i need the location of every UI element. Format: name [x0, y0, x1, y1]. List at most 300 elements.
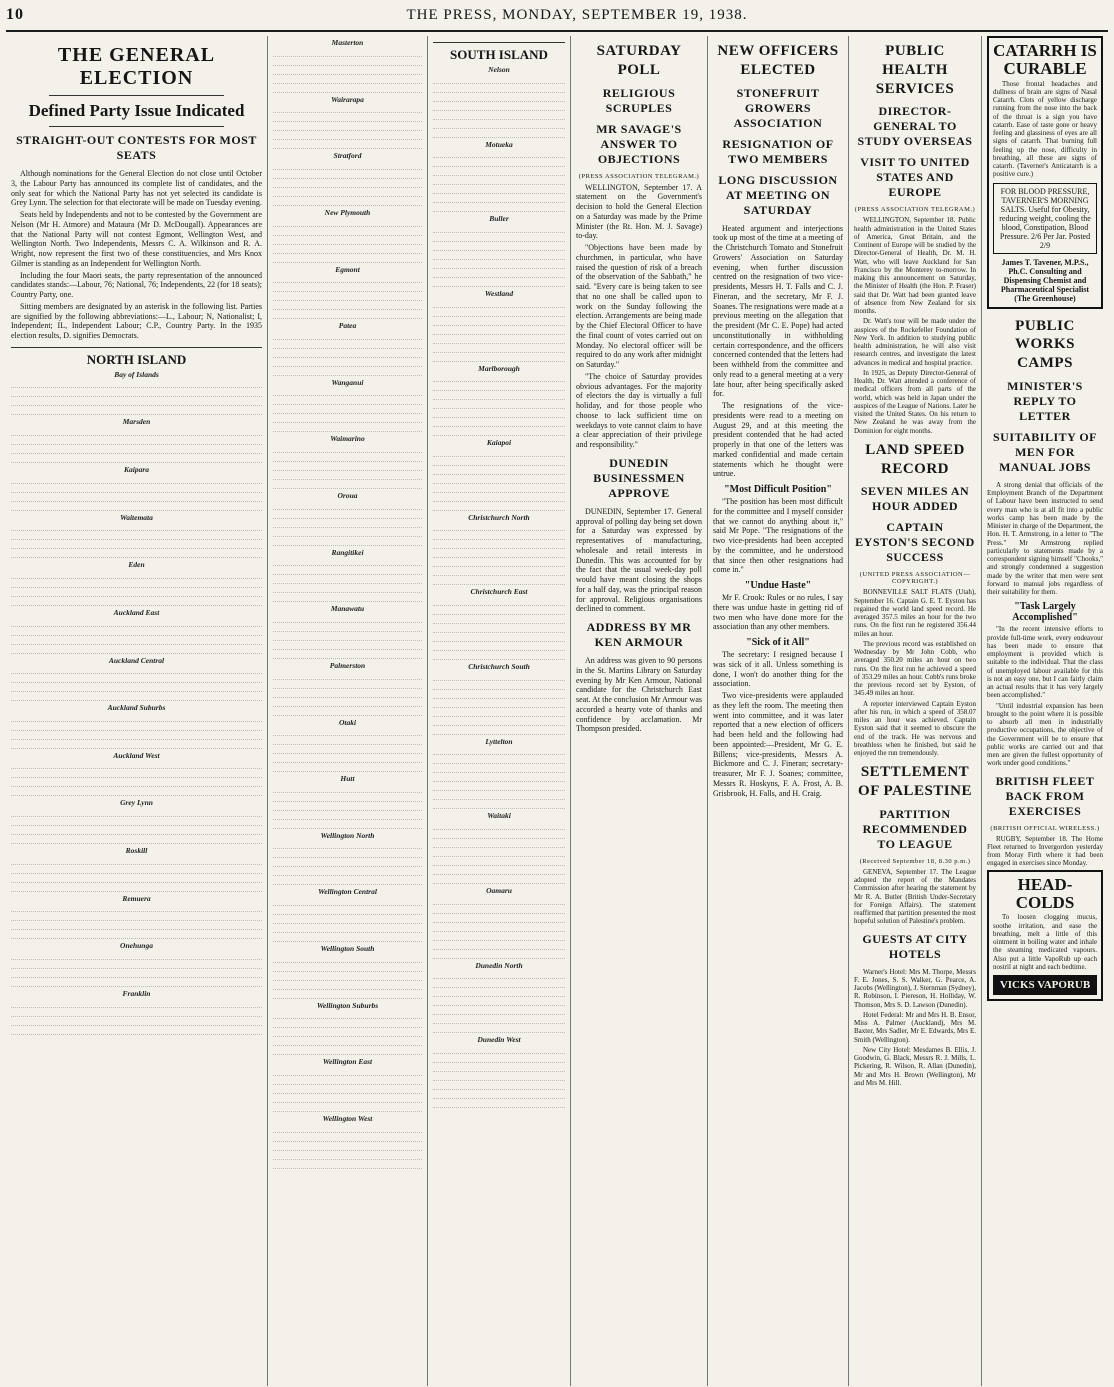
armour-heading: ADDRESS BY MR KEN ARMOUR — [586, 620, 692, 649]
result-line — [273, 131, 422, 140]
electorate-name: Hutt — [340, 774, 355, 784]
result-line — [273, 671, 422, 680]
officers-para2: The resignations of the vice-presidents were read to a meeting on August 29, and at this meeting the president contended that he had acted properly in that one of the letters was marked confidential and made certain statements which he thought were untrue. — [713, 401, 843, 479]
result-line — [273, 310, 422, 319]
result-line — [433, 597, 565, 606]
result-line — [433, 129, 565, 138]
result-line — [273, 745, 422, 754]
hotels-para3: New City Hotel: Mesdames B. Ellis, J. Goodwin, G. Black, Messrs R. J. Mills, L. Pickering, R. Wilson, R. Allan (Dunedin), Mr and Mrs H. Brown (Wellington), Mr and Mrs M. Hill. — [854, 1045, 976, 1087]
result-line — [11, 921, 262, 930]
result-line — [433, 299, 565, 308]
result-line — [433, 782, 565, 791]
officers-deck3: LONG DISCUSSION AT MEETING ON SATURDAY — [718, 172, 838, 217]
result-line — [433, 502, 565, 511]
result-line — [433, 800, 565, 809]
result-line — [433, 567, 565, 576]
result-line — [273, 340, 422, 349]
result-line — [273, 1076, 422, 1085]
result-line — [273, 48, 422, 57]
result-line — [11, 645, 262, 654]
poll-para3: "The choice of Saturday provides obvious advantages. For the majority of electors the day is virtually a full holiday, and for those people who choose to lack sufficient time on weekdays to vote cannot claim to have a clear appreciation of their privilege and responsibility." — [576, 371, 702, 449]
result-line — [433, 326, 565, 335]
result-line — [433, 708, 565, 717]
result-line — [273, 707, 422, 716]
result-line — [273, 84, 422, 93]
result-line — [273, 471, 422, 480]
land-speed-para2: The previous record was established on Wednesday by Mr John Cobb, who averaged 350.20 miles an hour on two runs. On the first run he achieved a speed of 353.29 miles an hour. Cobb's runs broke the previous record set by Eyston, of 345.49 miles an hour. — [854, 639, 976, 698]
result-line — [11, 835, 262, 844]
result-line — [433, 672, 565, 681]
electorate-name: Wellington West — [322, 1113, 373, 1123]
result-line — [273, 197, 422, 206]
vicks-logo: VICKS VAPORUB — [993, 975, 1097, 995]
headcolds-body: To loosen clogging mucus, soothe irritation, and ease the breathing, melt a little of this ointment in boiling water and inhale the steaming medicated vapours. Also put a little VapoRub up each nostril at night and each bedtime. — [993, 913, 1097, 971]
result-line — [273, 954, 422, 963]
result-line — [273, 1133, 422, 1142]
electorate-name: Bay of Islands — [114, 369, 159, 379]
electorate-list — [273, 39, 422, 1169]
result-line — [11, 475, 262, 484]
result-line — [273, 727, 422, 736]
poll-deck2: MR SAVAGE'S ANSWER TO OBJECTIONS — [596, 121, 682, 166]
result-line — [11, 674, 262, 683]
result-line — [11, 930, 262, 939]
result-line — [273, 405, 422, 414]
result-line — [273, 1151, 422, 1160]
result-line — [11, 549, 262, 558]
result-line — [433, 1090, 565, 1099]
result-line — [11, 760, 262, 769]
electorate-name: Oamaru — [486, 885, 512, 895]
result-line — [273, 641, 422, 650]
result-line — [273, 358, 422, 367]
result-line — [433, 260, 565, 269]
officers-para3: "The position has been most difficult for the committee and I myself consider that we cannot do anything about it," said Mr Pope. "The resignations of the two vice-presidents had been accepted by the committee, and he understood that since then other resignations had come in." — [713, 497, 843, 575]
result-line — [433, 746, 565, 755]
result-line — [433, 941, 565, 950]
result-line — [11, 1017, 262, 1026]
catarrh-chemist: James T. Tavener, M.P.S., Ph.C. Consulting and Dispensing Chemist and Pharmaceutical Specialist (The Greenhouse) — [1000, 257, 1090, 303]
result-line — [11, 597, 262, 606]
result-line — [11, 570, 262, 579]
electorate-name: Marsden — [122, 417, 151, 427]
result-line — [273, 698, 422, 707]
result-line — [433, 624, 565, 633]
result-line — [433, 651, 565, 660]
public-works-deck1: MINISTER'S REPLY TO LETTER — [1007, 378, 1083, 423]
result-line — [433, 875, 565, 884]
result-line — [11, 406, 262, 415]
result-line — [433, 549, 565, 558]
officers-para5: The secretary: I resigned because I was sick of it all. Unless something is done, I won't do another thing for the association. — [713, 650, 843, 689]
result-line — [273, 1094, 422, 1103]
electorate-name: Waitemata — [120, 512, 153, 522]
result-line — [11, 769, 262, 778]
result-line — [433, 540, 565, 549]
result-line — [433, 1054, 565, 1063]
result-line — [433, 932, 565, 941]
result-line — [433, 681, 565, 690]
result-line — [433, 203, 565, 212]
result-line — [433, 484, 565, 493]
result-line — [433, 1072, 565, 1081]
health-column — [849, 36, 982, 1386]
columns — [6, 36, 1108, 1386]
result-line — [433, 905, 565, 914]
poll-heading: SATURDAY POLL — [596, 43, 682, 78]
electorate-name: Wellington Suburbs — [316, 1000, 379, 1010]
result-line — [11, 531, 262, 540]
result-line — [273, 1142, 422, 1151]
result-line — [273, 614, 422, 623]
electorate-name: Remuera — [122, 893, 151, 903]
result-line — [433, 1063, 565, 1072]
result-line — [273, 972, 422, 981]
result-line — [273, 301, 422, 310]
result-line — [273, 367, 422, 376]
result-line — [273, 584, 422, 593]
result-line — [273, 963, 422, 972]
catarrh-heading: CATARRH IS CURABLE — [993, 41, 1097, 78]
result-line — [11, 978, 262, 987]
fleet-heading: BRITISH FLEET BACK FROM EXERCISES — [995, 773, 1095, 818]
result-line — [11, 787, 262, 796]
result-line — [433, 111, 565, 120]
public-works-para3: "Until industrial expansion has been brought to the point where it is possible to absorb all men in industrially productive occupations, the objective of the Government will be to ensure that public works are carried out and that men are given the fullest opportunity of work under good conditions." — [987, 701, 1103, 768]
result-line — [11, 627, 262, 636]
fleet-byline: (BRITISH OFFICIAL WIRELESS.) — [990, 824, 1100, 832]
result-line — [273, 1103, 422, 1112]
result-line — [11, 778, 262, 787]
result-line — [273, 66, 422, 75]
result-line — [273, 1046, 422, 1055]
result-line — [433, 242, 565, 251]
result-line — [11, 865, 262, 874]
electorate-name: Grey Lynn — [120, 798, 153, 808]
result-line — [273, 453, 422, 462]
south-island-column — [428, 36, 571, 1386]
electorate-name: Eden — [128, 560, 145, 570]
result-line — [11, 445, 262, 454]
result-line — [11, 579, 262, 588]
result-line — [11, 540, 262, 549]
result-line — [433, 224, 565, 233]
result-line — [273, 557, 422, 566]
hotels-para1: Warner's Hotel: Mrs M. Thorpe, Messrs F. E. Jones, S. S. Walker, G. Pearce, A. Jacobs (Wellington), J. Sternman (Sydney), R. Robinson, I. Piereson, H. Holliday, W. Thomson, Mrs S. D. Lawson (Dunedin). — [854, 967, 976, 1009]
result-line — [11, 484, 262, 493]
result-line — [273, 501, 422, 510]
result-line — [433, 764, 565, 773]
result-line — [273, 283, 422, 292]
result-line — [273, 188, 422, 197]
electorate-name: Nelson — [488, 65, 510, 74]
catarrh-price-box: FOR BLOOD PRESSURE, TAVERNER'S MORNING SALTS. Useful for Obesity, reducing weight, cooling the blood, Constipation, Blood Pressure. 2/6 Per Jar. Posted 2/9 — [993, 183, 1097, 254]
result-line — [11, 874, 262, 883]
officers-para1: Heated argument and interjections took up most of the time at a meeting of the Christchurch Tomato and Stonefruit Growers' Association on Saturday evening, when further discussion centred on the resignation of two vice-presidents, Messrs H. T. Falls and C. J. Fineran, and the secretary, Mr F. J. Soanes. The resignations were made at a previous meeting on the allegation that the president (Mr C. E. Pope) had acted unconstitutionally in withholding certain correspondence, and the officers concerned contended that the letters had been withheld from the committee and only read to a general meeting at a very late hour, after being specifically asked for. — [713, 223, 843, 399]
result-line — [433, 1015, 565, 1024]
result-line — [433, 950, 565, 959]
result-line — [273, 754, 422, 763]
result-line — [11, 999, 262, 1008]
result-line — [433, 848, 565, 857]
land-speed-byline: (UNITED PRESS ASSOCIATION—COPYRIGHT.) — [859, 571, 971, 586]
public-works-para1: A strong denial that officials of the Employment Branch of the Department of Labour have been instructed to send every man who is at all fit into a public works camp has been made by the Minister in charge of the Department, the Hon. H. T. Armstrong, in a letter to "The Press." Mr Armstrong replied particularly to statements made by a correspondent signing himself "Chooks," and strongly condemned a suggestion made by the writer that men were sent forward to manual jobs regardless of their suitability for them. — [987, 480, 1103, 597]
result-line — [11, 618, 262, 627]
electorate-name: Roskill — [125, 846, 148, 855]
result-line — [11, 903, 262, 912]
public-works-para2: "In the recent intensive efforts to provide full-time work, every endeavour has been made to ensure that employment is provided which is suitable to the individual. That the class of unemployed labour available for this is not an easy one, but I can fairly claim an actual results that it has very largely been accomplished." — [987, 625, 1103, 700]
result-line — [273, 858, 422, 867]
result-line — [273, 763, 422, 772]
result-line — [433, 1099, 565, 1108]
right-column — [982, 36, 1108, 1386]
result-line — [433, 979, 565, 988]
fleet-para1: RUGBY, September 18. The Home Fleet returned to Invergordon yesterday from Moray Firth where it had been engaged in exercises since Monday. — [987, 834, 1103, 868]
electorate-name: Stratford — [333, 151, 362, 161]
result-line — [433, 194, 565, 203]
health-para3: In 1925, as Deputy Director-General of Health, Dr. Watt attended a conference of medical officers from all parts of the world, which was held in Japan under the auspices of the League of Nations. Later he visited the United States. On his return to New Zealand he was away from the Dominion for eight months. — [854, 368, 976, 435]
result-line — [433, 158, 565, 167]
result-line — [273, 104, 422, 113]
electorate-name: Egmont — [335, 264, 360, 274]
election-para4: Sitting members are designated by an asterisk in the following list. Parties are signified by the following abbreviations:—L., Labour; N, Nationalist; I, Independent; IL, Independent Labour; C.P., Country Party. In the 1935 election results, D. signifies Democrats. — [11, 301, 262, 340]
electorate-name: Christchurch East — [470, 587, 528, 597]
result-line — [273, 632, 422, 641]
result-line — [11, 817, 262, 826]
result-line — [273, 1124, 422, 1133]
result-line — [273, 179, 422, 188]
result-line — [273, 897, 422, 906]
result-line — [273, 840, 422, 849]
result-line — [433, 278, 565, 287]
result-line — [433, 400, 565, 409]
result-line — [433, 409, 565, 418]
electorate-name: Westland — [484, 288, 514, 298]
result-line — [273, 1037, 422, 1046]
result-line — [273, 480, 422, 489]
result-line — [273, 444, 422, 453]
electorate-name: Palmerston — [329, 660, 366, 670]
headcolds-heading: HEAD-COLDS — [1015, 874, 1075, 912]
health-para1: WELLINGTON, September 18. Public health administration in the United States of America, Great Britain, and the Continent of Europe will be studied by the Director-General of Health, Dr. M. H. Watt, who will leave Auckland for San Francisco by the Monterey to-morrow. In making this announcement on Saturday, the Minister of Health (the Hon. P. Fraser) said that Dr. Watt had been granted leave of absence from New Zealand for six months. — [854, 216, 976, 315]
result-line — [11, 722, 262, 731]
result-line — [273, 566, 422, 575]
result-line — [273, 1085, 422, 1094]
palestine-date: (Received September 18, 8.30 p.m.) — [859, 857, 971, 865]
result-line — [433, 353, 565, 362]
electorate-name: Rangitikei — [331, 547, 364, 557]
land-speed-deck1: SEVEN MILES AN HOUR ADDED — [860, 484, 970, 514]
result-line — [273, 650, 422, 659]
result-line — [433, 493, 565, 502]
result-line — [273, 349, 422, 358]
result-line — [11, 454, 262, 463]
result-line — [273, 593, 422, 602]
result-line — [433, 167, 565, 176]
officers-deck1: STONEFRUIT GROWERS ASSOCIATION — [733, 85, 823, 130]
result-line — [11, 427, 262, 436]
officers-heading: NEW OFFICERS ELECTED — [717, 43, 839, 78]
result-line — [433, 1024, 565, 1033]
page-number: 10 — [6, 6, 24, 23]
result-line — [273, 915, 422, 924]
officers-sub3: "Sick of it All" — [746, 637, 810, 648]
result-line — [433, 914, 565, 923]
result-line — [273, 1010, 422, 1019]
result-line — [273, 575, 422, 584]
result-line — [433, 382, 565, 391]
result-line — [11, 1008, 262, 1017]
result-line — [433, 373, 565, 382]
result-line — [433, 335, 565, 344]
election-heading: THE GENERAL ELECTION — [57, 44, 216, 89]
electorate-name: Wellington East — [322, 1057, 373, 1067]
officers-deck2: RESIGNATION OF TWO MEMBERS — [722, 136, 834, 166]
result-line — [11, 856, 262, 865]
result-line — [11, 588, 262, 597]
electorate-name: Franklin — [122, 988, 151, 998]
result-line — [433, 1045, 565, 1054]
result-line — [433, 857, 565, 866]
result-line — [433, 866, 565, 875]
result-line — [433, 773, 565, 782]
election-para1: Although nominations for the General Election do not close until October 3, the Labour Party has announced its complete list of candidates, and the only seat for which the National Party has not yet selected its candidate is Grey Lynn. The selection for that electorate will be made on Tuesday evening. — [11, 169, 262, 208]
officers-sub2: "Undue Haste" — [744, 580, 812, 591]
result-line — [433, 418, 565, 427]
result-line — [273, 537, 422, 546]
results-column — [268, 36, 428, 1386]
palestine-heading: SETTLEMENT OF PALESTINE — [858, 764, 972, 799]
result-line — [11, 912, 262, 921]
result-line — [433, 457, 565, 466]
result-line — [273, 140, 422, 149]
result-line — [433, 642, 565, 651]
result-line — [433, 726, 565, 735]
masthead-title: THE PRESS, MONDAY, SEPTEMBER 19, 1938. — [406, 6, 748, 23]
result-line — [273, 274, 422, 283]
result-line — [273, 245, 422, 254]
result-line — [433, 923, 565, 932]
electorate-name: Kaipara — [123, 465, 149, 474]
electorate-name: Dunedin North — [475, 960, 523, 970]
dunedin-para: DUNEDIN, September 17. General approval of polling day being set down for a Saturday was expressed by representatives of manufacturing, wholesale and retail interests in Dunedin. This was accounted for by the fact that the usual week-day poll would have meant closing the shops for a half day, was the principal reason for approval. Religious organisations declined to comment. — [576, 506, 702, 614]
result-line — [433, 791, 565, 800]
result-line — [273, 623, 422, 632]
electorate-list — [433, 66, 565, 1108]
result-line — [433, 308, 565, 317]
result-line — [273, 1067, 422, 1076]
masthead — [6, 0, 1108, 32]
election-deck2: STRAIGHT-OUT CONTESTS FOR MOST SEATS — [16, 133, 257, 162]
result-line — [273, 981, 422, 990]
result-line — [11, 665, 262, 674]
electorate-name: Waimarino — [330, 434, 365, 444]
electorate-name: Wellington North — [320, 830, 375, 840]
catarrh-body: Those frontal headaches and dullness of brain are signs of Nasal Catarrh. Clots of yellow discharge running from the nose into the back of the throat is a sign you have catarrh. Ease of taste gone or heavy feeling and glassiness of eyes are all signs of catarrh. That burning full feeling up the nose, difficulty in breathing, all these are signs of catarrh. (Taverner's Anticatarrh is a positive cure.) — [993, 79, 1097, 179]
result-line — [433, 120, 565, 129]
hotels-heading: GUESTS AT CITY HOTELS — [862, 931, 968, 961]
public-works-deck2: SUITABILITY OF MEN FOR MANUAL JOBS — [992, 429, 1098, 474]
result-line — [433, 149, 565, 158]
electorate-name: Auckland Central — [108, 655, 165, 665]
result-line — [11, 397, 262, 406]
result-line — [11, 692, 262, 701]
result-line — [433, 690, 565, 699]
result-line — [433, 717, 565, 726]
electorate-name: Motueka — [485, 139, 513, 149]
electorate-name: New Plymouth — [324, 207, 371, 217]
electorate-name: Auckland Suburbs — [107, 703, 166, 713]
result-line — [273, 528, 422, 537]
result-line — [273, 387, 422, 396]
result-line — [433, 475, 565, 484]
result-line — [11, 883, 262, 892]
electorate-name: Wellington Central — [318, 887, 377, 897]
land-speed-para3: A reporter interviewed Captain Eyston after his run, in which a speed of 358.07 miles an hour was achieved. Captain Eyston said that it seemed to obscure the end of the track. He was nervous and breathless when he finished, but said he enjoyed the run tremendously. — [854, 699, 976, 757]
electorate-name: Wanganui — [331, 377, 364, 387]
result-line — [433, 233, 565, 242]
result-line — [11, 493, 262, 502]
electorate-name: Masterton — [331, 38, 364, 47]
electorate-name: Lyttelton — [485, 736, 513, 746]
poll-byline: (PRESS ASSOCIATION TELEGRAM.) — [578, 172, 700, 180]
electorate-list — [11, 371, 262, 1035]
result-line — [433, 448, 565, 457]
result-line — [11, 522, 262, 531]
palestine-deck1: PARTITION RECOMMENDED TO LEAGUE — [862, 806, 968, 851]
electorate-name: Waitaki — [487, 811, 511, 821]
result-line — [273, 1160, 422, 1169]
result-line — [433, 576, 565, 585]
result-line — [273, 170, 422, 179]
election-para3: Including the four Maori seats, the party representation of the announced candidates stands:—Labour, 76; National, 76; Independents, 22 (for 18 seats); Country Party, one. — [11, 270, 262, 299]
result-line — [433, 755, 565, 764]
result-line — [11, 713, 262, 722]
result-line — [273, 793, 422, 802]
public-works-heading: PUBLIC WORKS CAMPS — [1014, 317, 1075, 372]
result-line — [433, 531, 565, 540]
result-line — [273, 396, 422, 405]
result-line — [11, 960, 262, 969]
result-line — [273, 510, 422, 519]
result-line — [11, 388, 262, 397]
result-line — [273, 292, 422, 301]
divider — [49, 95, 225, 96]
armour-para: An address was given to 90 persons in the St. Martins Library on Saturday evening by Mr Ken Armour, National candidate for the Christchurch East seat. At the conclusion Mr Armour was accorded a hearty vote of thanks and confidence by acclamation. Mr Thompson presided. — [576, 656, 702, 734]
result-line — [433, 391, 565, 400]
electorate-name: Christchurch North — [468, 512, 530, 522]
result-line — [273, 689, 422, 698]
result-line — [11, 502, 262, 511]
result-line — [433, 830, 565, 839]
electorate-name: Marlborough — [478, 363, 520, 373]
poll-column — [571, 36, 708, 1386]
result-line — [433, 896, 565, 905]
health-deck2: VISIT TO UNITED STATES AND EUROPE — [860, 155, 970, 200]
health-byline: (PRESS ASSOCIATION TELEGRAM.) — [854, 206, 976, 214]
result-line — [273, 75, 422, 84]
officers-sub1: "Most Difficult Position" — [724, 484, 832, 495]
north-island-heading: NORTH ISLAND — [11, 347, 262, 368]
health-para2: Dr. Watt's tour will be made under the auspices of the Rockefeller Foundation of New York. In addition to studying public health administration, he will also visit research centres, and investigate the latest advances in medical and hospital practice. — [854, 317, 976, 367]
health-heading: PUBLIC HEALTH SERVICES — [875, 43, 955, 97]
officers-para6: Two vice-presidents were applauded as they left the room. The meeting then went into committee, and it was later reported that a new election of officers had been held and the following had been appointed:—President, Mr G. E. Billens; vice-presidents, Messrs A. Bickmore and C. J. Fineran; secretary-treasurer, Mr F. J. Soanes; committee, Messrs R. Hoskyns, F. A. Frost, A. B. Grisbrook, H. Falls, and H. Craig. — [713, 691, 843, 798]
officers-column — [708, 36, 849, 1386]
result-line — [433, 93, 565, 102]
public-works-sub1: "Task Largely Accomplished" — [1012, 601, 1078, 624]
electorate-name: Auckland East — [113, 607, 160, 617]
result-line — [11, 951, 262, 960]
